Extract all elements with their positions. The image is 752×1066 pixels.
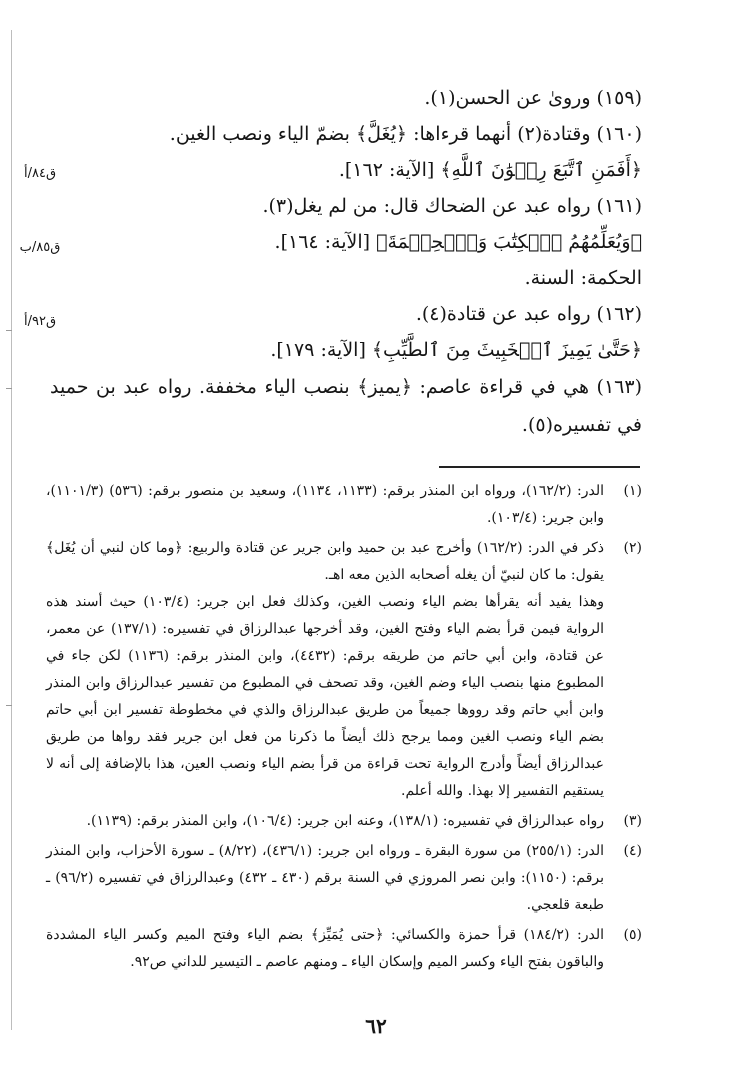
footnote-separator — [439, 466, 640, 468]
manuscript-folio-note: ق٨٥/ب — [19, 240, 61, 255]
margin-rule — [11, 30, 12, 1030]
text-line: (١٦٠) وقتادة(٢) أنهما قرءاها: ﴿يُغَلَّ﴾ بضمّ الياء ونصب الغين. — [169, 123, 642, 145]
quran-verse-line: ﴿أَفَمَنِ ٱتَّبَعَ رِضۡوَٰنَ ٱللَّهِ﴾ [الآية: ١٦٢]. — [338, 159, 642, 181]
margin-tick — [6, 388, 12, 389]
footnote-number: (٤) — [623, 843, 642, 859]
margin-tick — [6, 330, 12, 331]
footnote — [46, 838, 642, 919]
text-line: الحكمة: السنة. — [524, 267, 642, 289]
footnote — [46, 478, 642, 532]
quran-verse-line: ﴿وَيُعَلِّمُهُمُ ٱلۡكِتَٰبَ وَٱلۡحِكۡمَةَ﴾ [الآية: ١٦٤]. — [274, 231, 642, 253]
footnote-number: (٥) — [623, 927, 642, 943]
footnote-text: ذكر في الدر: (١٦٢/٢) وأخرج عبد بن حميد وابن جرير عن قتادة والربيع: ﴿وما كان لنبي أن يُغَل﴾ يقول: ما كان لنبيّ أن يغله أصحابه الذين معه اهـ. — [46, 540, 604, 583]
text-line: (١٦٣) هي في قراءة عاصم: ﴿يميز﴾ بنصب الياء مخففة. رواه عبد بن حميد في تفسيره(٥). — [50, 376, 642, 436]
margin-tick — [6, 705, 12, 706]
manuscript-folio-note: ق٨٤/أ — [23, 166, 57, 181]
footnote-text: رواه عبدالرزاق في تفسيره: (١٣٨/١)، وعنه ابن جرير: (١٠٦/٤)، وابن المنذر برقم: (١١٣٩). — [86, 813, 604, 829]
footnote-text: الدر: (٢٥٥/١) من سورة البقرة ـ ورواه ابن جرير: (٤٣٦/١)، (٨/٢٢) ـ سورة الأحزاب، وابن المنذر برقم: (١١٥٠): وابن نصر المروزي في السنة برقم (٤٣٠ ـ ٤٣٢) وعبدالرزاق في تفسيره (٩٦/٢) ـ طبعة قلعجي. — [46, 843, 605, 913]
page-number: ٦٢ — [365, 1014, 387, 1038]
footnote — [46, 808, 642, 835]
footnote-text: الدر: (١٨٤/٢) قرأ حمزة والكسائي: ﴿حتى يُمَيِّز﴾ بضم الياء وفتح الميم وكسر الياء المشددة والباقون بفتح الياء وكسر الميم وإسكان الياء ـ ومنهم عاصم ـ التيسير للداني ص٩٢. — [46, 927, 604, 970]
footnote — [46, 535, 642, 805]
quran-verse-line: ﴿حَتَّىٰ يَمِيزَ ٱلۡخَبِيثَ مِنَ ٱلطَّيِّبِ﴾ [الآية: ١٧٩]. — [270, 339, 642, 361]
footnote-number: (١) — [623, 483, 642, 499]
main-text — [50, 80, 642, 444]
text-line: (١٦١) رواه عبد عن الضحاك قال: من لم يغل(٣). — [262, 195, 642, 217]
footnotes — [46, 478, 642, 979]
footnote-number: (٣) — [623, 813, 642, 829]
text-line: (١٥٩) ورویٰ عن الحسن(١). — [424, 87, 642, 109]
manuscript-folio-note: ق٩٢/أ — [23, 314, 57, 329]
footnote — [46, 922, 642, 976]
footnote-text: الدر: (١٦٢/٢)، ورواه ابن المنذر برقم: (١١٣٣، ١١٣٤)، وسعيد بن منصور برقم: (٥٣٦) (١١٠١/٣)، وابن جرير: (١٠٣/٤). — [46, 483, 605, 526]
text-line: (١٦٢) رواه عبد عن قتادة(٤). — [415, 303, 642, 325]
footnote-text: وهذا يفيد أنه يقرأها بضم الياء ونصب الغين، وكذلك فعل ابن جرير: (١٠٣/٤) حيث أسند هذه الرواية فيمن قرأ بضم الياء وفتح الغين، وقد أخرجها عبدالرزاق في تفسيره: (١٣٧/١) عن معمر، عن قتادة، وابن أبي حاتم من طريقه برقم: (٤٤٣٢)، وابن المنذر برقم: (١١٣٦) لكن جاء في المطبوع منها بنصب الياء وضم الغين، وقد تصحف في المطبوع من تفسير عبدالرزاق وابن المنذر وابن أبي حاتم وقد رووها جميعاً من طريق عبدالرزاق والذي في مخطوطة تفسير ابن أبي حاتم بضم الياء ونصب الغين ومما يرجح ذلك أيضاً ما ذكرنا من فعل ابن جرير فقد رواها من طريق عبدالرزاق أيضاً وأدرج الرواية تحت قراءة من قرأ بضم الياء ونصب العين، هذا بالإضافة إلى أنه لا يستقيم التفسير إلا بهذا. والله أعلم. — [46, 594, 604, 799]
footnote-number: (٢) — [623, 540, 642, 556]
